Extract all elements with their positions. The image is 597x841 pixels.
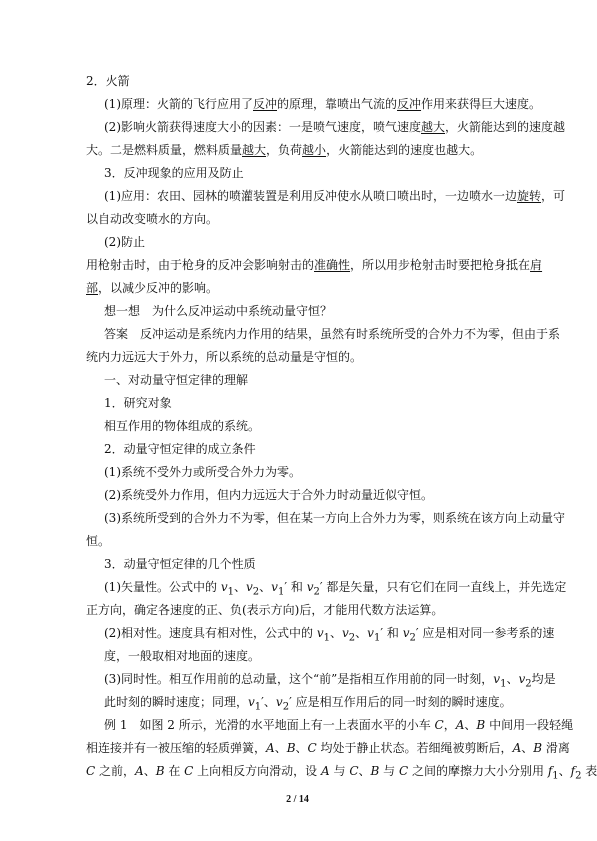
recoil-prevention-line1: 用枪射击时，由于枪身的反冲会影响射击的准确性，所以用步枪射击时要把枪身抵在肩: [86, 258, 543, 272]
condition-2: (2)系统受外力作用，但内力远远大于合外力时动量近似守恒。: [104, 488, 434, 502]
example-1-line1: 例 1 如图 2 所示，光滑的水平地面上有一上表面水平的小车 C，A、B 中间用一段轻绳: [104, 718, 574, 732]
page-number: 2 / 14: [286, 794, 309, 805]
conditions-title: 2．动量守恒定律的成立条件: [104, 442, 256, 456]
rocket-factors-line2: 大。二是燃料质量，燃料质量越大，负荷越小，火箭能达到的速度也越大。: [86, 143, 483, 157]
example-1-line3: C 之前，A、B 在 C 上向相反方向滑动，设 A 与 C、B 与 C 之间的摩擦力大小分别用 $f_1$、$f_2$ 表: [86, 764, 597, 782]
part-one-heading: 一、对动量守恒定律的理解: [104, 373, 249, 387]
condition-3-line1: (3)系统所受到的合外力不为零，但在某一方向上合外力为零，则系统在该方向上动量守: [104, 511, 566, 525]
simultaneity-property-line2: 此时刻的瞬时速度；同理，$v_1'$、$v_2'$ 应是相互作用后的同一时刻的瞬时速度。: [104, 695, 512, 713]
answer-line1: 答案 反冲运动是系统内力作用的结果，虽然有时系统所受的合外力不为零，但由于系: [104, 327, 561, 341]
vector-property-line2: 正方向，确定各速度的正、负(表示方向)后，才能用代数方法运算。: [86, 603, 444, 617]
answer-line2: 统内力远远大于外力，所以系统的总动量是守恒的。: [86, 350, 363, 364]
section-rocket-title: 2．火箭: [86, 74, 130, 88]
condition-3-line2: 恒。: [86, 534, 111, 548]
recoil-prevention-title: (2)防止: [104, 235, 145, 249]
recoil-application-line1: (1)应用：农田、园林的喷灌装置是利用反冲使水从喷口喷出时，一边喷水一边旋转，可: [104, 189, 566, 203]
section-recoil-application-title: 3．反冲现象的应用及防止: [104, 166, 244, 180]
recoil-prevention-line2: 部，以减少反冲的影响。: [86, 281, 219, 295]
condition-1: (1)系统不受外力或所受合外力为零。: [104, 465, 301, 479]
vector-property-line1: (1)矢量性。公式中的 $v_1$、$v_2$、$v_1'$ 和 $v_2'$ 都是矢量，只有它们在同一直线上，并先选定: [104, 580, 567, 598]
research-object-title: 1．研究对象: [104, 396, 172, 410]
simultaneity-property-line1: (3)同时性。相互作用前的总动量，这个“前”是指相互作用前的同一时刻，$v_1$、$v_2$均是: [104, 672, 556, 690]
properties-title: 3．动量守恒定律的几个性质: [104, 557, 256, 571]
rocket-factors-line1: (2)影响火箭获得速度大小的因素：一是喷气速度，喷气速度越大，火箭能达到的速度越: [104, 120, 566, 134]
rocket-principle: (1)原理：火箭的飞行应用了反冲的原理，靠喷出气流的反冲作用来获得巨大速度。: [104, 97, 542, 111]
relative-property-line1: (2)相对性。速度具有相对性，公式中的 $v_1$、$v_2$、$v_1'$ 和 $v_2'$ 应是相对同一参考系的速: [104, 626, 555, 644]
research-object-text: 相互作用的物体组成的系统。: [104, 419, 261, 433]
recoil-application-line2: 以自动改变喷水的方向。: [86, 212, 219, 226]
think-question: 想一想 为什么反冲运动中系统动量守恒？: [104, 304, 333, 318]
example-1-line2: 相连接并有一被压缩的轻质弹簧，A、B、C 均处于静止状态。若细绳被剪断后，A、B 滑离: [86, 741, 570, 755]
relative-property-line2: 度，一般取相对地面的速度。: [104, 649, 261, 663]
